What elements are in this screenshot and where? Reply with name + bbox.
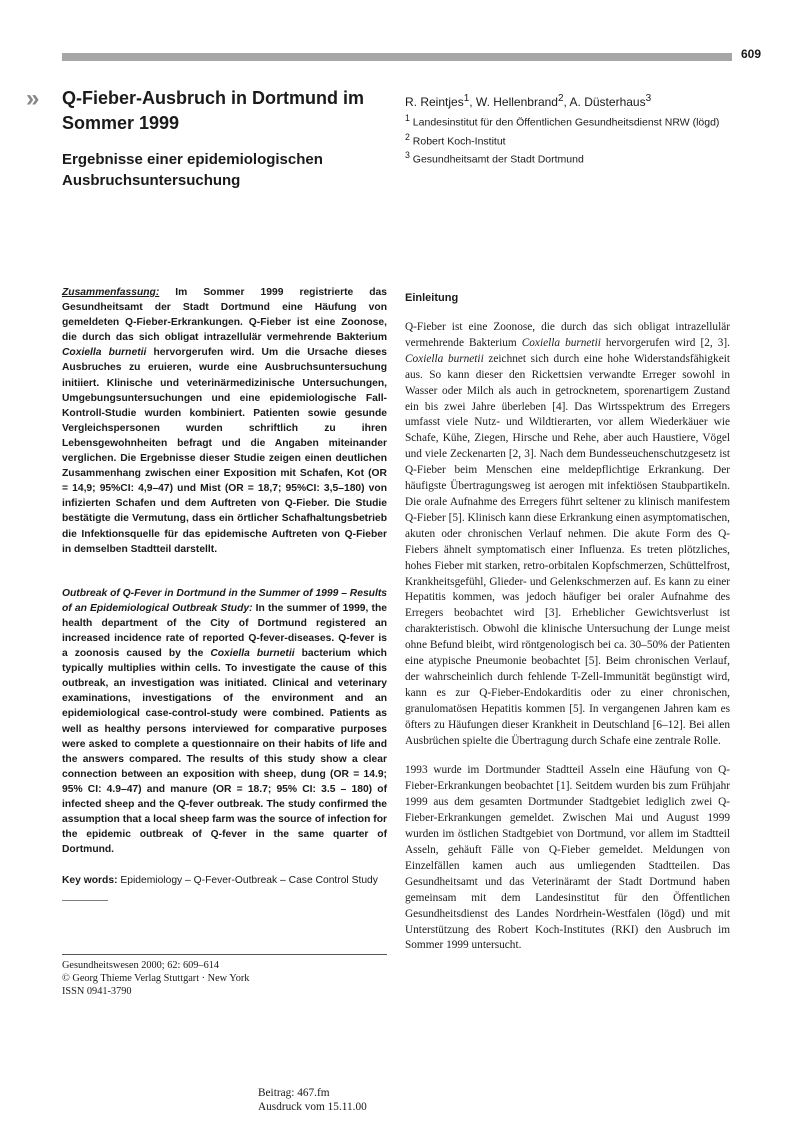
header-bar <box>62 53 732 61</box>
keywords <box>62 873 387 888</box>
author-name: R. Reintjes <box>405 95 464 109</box>
affiliation-text: Landesinstitut für den Öffentlichen Gesundheitsdienst NRW (lögd) <box>412 116 720 129</box>
species-name: Coxiella burnetii <box>62 347 147 359</box>
keywords-text: Epidemiology – Q-Fever-Outbreak – Case Control Study <box>117 875 378 887</box>
abstract-english-label: Outbreak of Q-Fever in Dortmund in the Summer of 1999 – Results of an Epidemiological Outbreak Study: <box>62 587 387 614</box>
species-name: Coxiella burnetii <box>405 352 484 365</box>
abstract-column <box>62 285 387 901</box>
print-info <box>258 1086 367 1114</box>
abstract-german-text: hervorgerufen wird. Um die Ursache dieses Ausbruches zu eruieren, wurde eine Ausbruchsuntersuchung initiiert. Klinische und veterinärmedizinische Untersuchungen, Umgebungsuntersuchungen und eine epidemiologische Fall-Kontroll-Studie wurden kombiniert. Patienten sowie gesunde Vergleichspersonen wurden schriftlich zu ihren Lebensgewohnheiten befragt und die Angaben miteinander verglichen. Die Ergebnisse dieser Studie zeigen einen deutlichen Zusammenhang zwischen einer Exposition mit Schafen, Kot (OR = 14,9; 95%CI: 4,9–47) und Mist (OR = 18,7; 95%CI: 3,5–180) von infizierten Schafen und dem Auftreten von Q-Fieber. Die Studie bestätigte die Vermutung, dass ein örtlicher Schafhaltungsbetrieb die Infektionsquelle für das epidemische Auftreten von Q-Fieber in demselben Stadtteil darstellt. <box>62 347 387 555</box>
affiliation-text: Gesundheitsamt der Stadt Dortmund <box>412 153 584 166</box>
author-affiliation-mark: 2 <box>557 93 564 104</box>
author-list: R. Reintjes$^1$, W. Hellenbrand$^2$, A. Düsterhaus$^3$ <box>405 93 652 109</box>
journal-publisher: © Georg Thieme Verlag Stuttgart · New York <box>62 973 250 984</box>
introduction-paragraph <box>405 320 730 749</box>
abstract-german <box>62 285 387 557</box>
author-affiliation-mark: 1 <box>463 93 470 104</box>
paragraph-text: zeichnet sich durch eine hohe Widerstandsfähigkeit aus. So kann dieser den Rickettsien verwandte Erreger sowohl in Wasser oder Milch als auch in getrocknetem, sporenartigem Zustand ein bis zwei Jahre überleben [4]. Das Wirtsspektrum des Erregers umfasst viele Nutz- und Wildtierarten, vor allem Wiederkäuer wie Schafe, Kühe, Ziegen, Hirsche und Rehe, aber auch Haustiere, Vögel und viele Zeckenarten [2, 3]. Nach dem Bundesseuchenschutzgesetz ist Q-Fieber beim Menschen eine meldepflichtige Erkrankung. Der häufigste Übertragungsweg ist aerogen mit infektiösen Staubpartikeln. Die orale Aufnahme des Erregers führt seltener zu klinisch manifestem Q-Fieber [5]. Klinisch kann diese Erkrankung einen asymptomatischen, akuten oder chronischen Verlauf nehmen. Die akute Form des Q-Fiebers ähnelt symptomatisch einer Influenza. Es treten plötzliches, hohes Fieber mit starken, retro-orbitalen Kopfschmerzen, Schüttelfrost, Krankheitsgefühl, Glieder- und Gelenkschmerzen auf. Es kann zu einer Hepatitis kommen, was jedoch häufiger bei oraler Aufnahme des Erregers beobachtet wird [3]. Erheblicher Gewichtsverlust ist charakteristisch. Obwohl die klinische Untersuchung der Lunge meist ohne Befund bleibt, wird röntgenologisch bei ca. 30–50% der Patienten eine atypische Pneumonie beobachtet [5]. Beim chronischen Verlauf, der wahrscheinlich durch fehlende T-Zell-Immunität begünstigt wird, kann es zur Q-Fieber-Endokarditis oder zu einer chronischen, granulomatösen Hepatitis kommen [5]. In vergangenen Jahren kam es öfters zu Häufungen dieser Krankheit in Deutschland [6–12]. Bei allen Ausbrüchen spielte die Übertragung durch Schafe eine zentrale Rolle. <box>405 352 730 747</box>
affiliation-text: Robert Koch-Institut <box>412 135 506 147</box>
print-file: Beitrag: 467.fm <box>258 1087 330 1099</box>
species-name: Coxiella burnetii <box>210 648 295 660</box>
page-number: 609 <box>741 47 762 61</box>
affiliation-item <box>405 111 740 130</box>
author-affiliation-mark: 3 <box>645 93 652 104</box>
article-title: Q-Fieber-Ausbruch in Dortmund im Sommer 1999 <box>62 88 365 133</box>
keywords-divider <box>62 900 108 901</box>
abstract-english <box>62 586 387 858</box>
journal-citation: Gesundheitswesen 2000; 62: 609–614 <box>62 960 220 971</box>
introduction-paragraph: 1993 wurde im Dortmunder Stadtteil Asseln eine Häufung von Q-Fieber-Erkrankungen beobachtet [1]. Seitdem wurden bis zum Frühjahr 1999 aus dem gesamten Dortmunder Stadtgebiet lediglich zwei Q-Fieber-Erkrankungen gemeldet. Zwischen Mai und August 1999 wurden im östlichen Stadtgebiet von Dortmund, vor allem im Stadtteil Asseln, gehäuft Fälle von Q-Fieber gemeldet. Meldungen von Einzelfällen kamen auch aus umliegenden Stadtteilen. Das Gesundheitsamt und das Veterinäramt der Stadt Dortmund haben gemeinsam mit dem Landesinstitut für den Öffentlichen Gesundheitsdienst des Landes Nordrhein-Westfalen (lögd) und mit Unterstützung des Robert Koch-Institutes (RKI) den Ausbruch im Sommer 1999 untersucht. <box>405 764 730 952</box>
article-subtitle: Ergebnisse einer epidemiologischen Ausbruchsuntersuchung <box>62 151 323 189</box>
affiliation-number: 2 <box>405 131 410 142</box>
paragraph-text: hervorgerufen wird [2, 3]. <box>600 336 731 349</box>
affiliation-number: 3 <box>405 150 410 160</box>
abstract-german-text: Im Sommer 1999 registrierte das Gesundheitsamt der Stadt Dortmund eine Häufung von gemeldeten Q-Fieber-Erkrankungen. Q-Fieber ist eine Zoonose, die durch das sich obligat intrazellulär vermehrende Bakterium <box>62 287 387 344</box>
affiliation-list <box>405 111 740 167</box>
journal-issn: ISSN 0941-3790 <box>62 986 132 997</box>
footer-divider <box>62 954 387 955</box>
affiliation-item <box>405 130 740 149</box>
section-heading-introduction: Einleitung <box>405 292 459 304</box>
affiliation-number: 1 <box>405 113 410 123</box>
author-name: A. Düsterhaus <box>569 95 646 109</box>
affiliation-item <box>405 148 740 167</box>
species-name: Coxiella burnetii <box>521 336 601 349</box>
abstract-english-text: In the summer of 1999, the health department of the City of Dortmund registered an increased incidence rate of reported Q-fever-diseases. Q-fever is a zoonosis caused by the <box>62 602 387 660</box>
body-column <box>405 290 730 954</box>
author-name: W. Hellenbrand <box>475 95 558 109</box>
journal-info <box>62 959 387 998</box>
print-date: Ausdruck vom 15.11.00 <box>258 1101 367 1113</box>
section-marker-icon: » <box>26 85 36 112</box>
abstract-english-text: bacterium which typically multiplies within cells. To investigate the cause of this outbreak, an investigation was initiated. Clinical and veterinary examinations, investigations of the environment and an epidemiological case-control-study were combined. Patients as well as healthy persons interviewed for comparative purposes were asked to complete a questionnaire on their habits of life and the answers compared. The results of this study show a clear connection between an exposition with sheep, dung (OR = 14.9; 95% CI: 4.9–47) and manure (OR = 18.7; 95% CI: 3.5 – 180) of infected sheep and the Q-fever outbreak. The study confirmed the assumption that a local sheep farm was the source of infection for the epidemic outbreak of Q-fever in the same quarter of Dortmund. <box>62 648 387 856</box>
paragraph-text: Q-Fieber ist eine Zoonose, die durch das sich obligat intrazellulär vermehrende Bakterium <box>405 321 730 349</box>
keywords-label: Key words: <box>62 875 118 887</box>
abstract-german-label: Zusammenfassung: <box>62 287 160 298</box>
